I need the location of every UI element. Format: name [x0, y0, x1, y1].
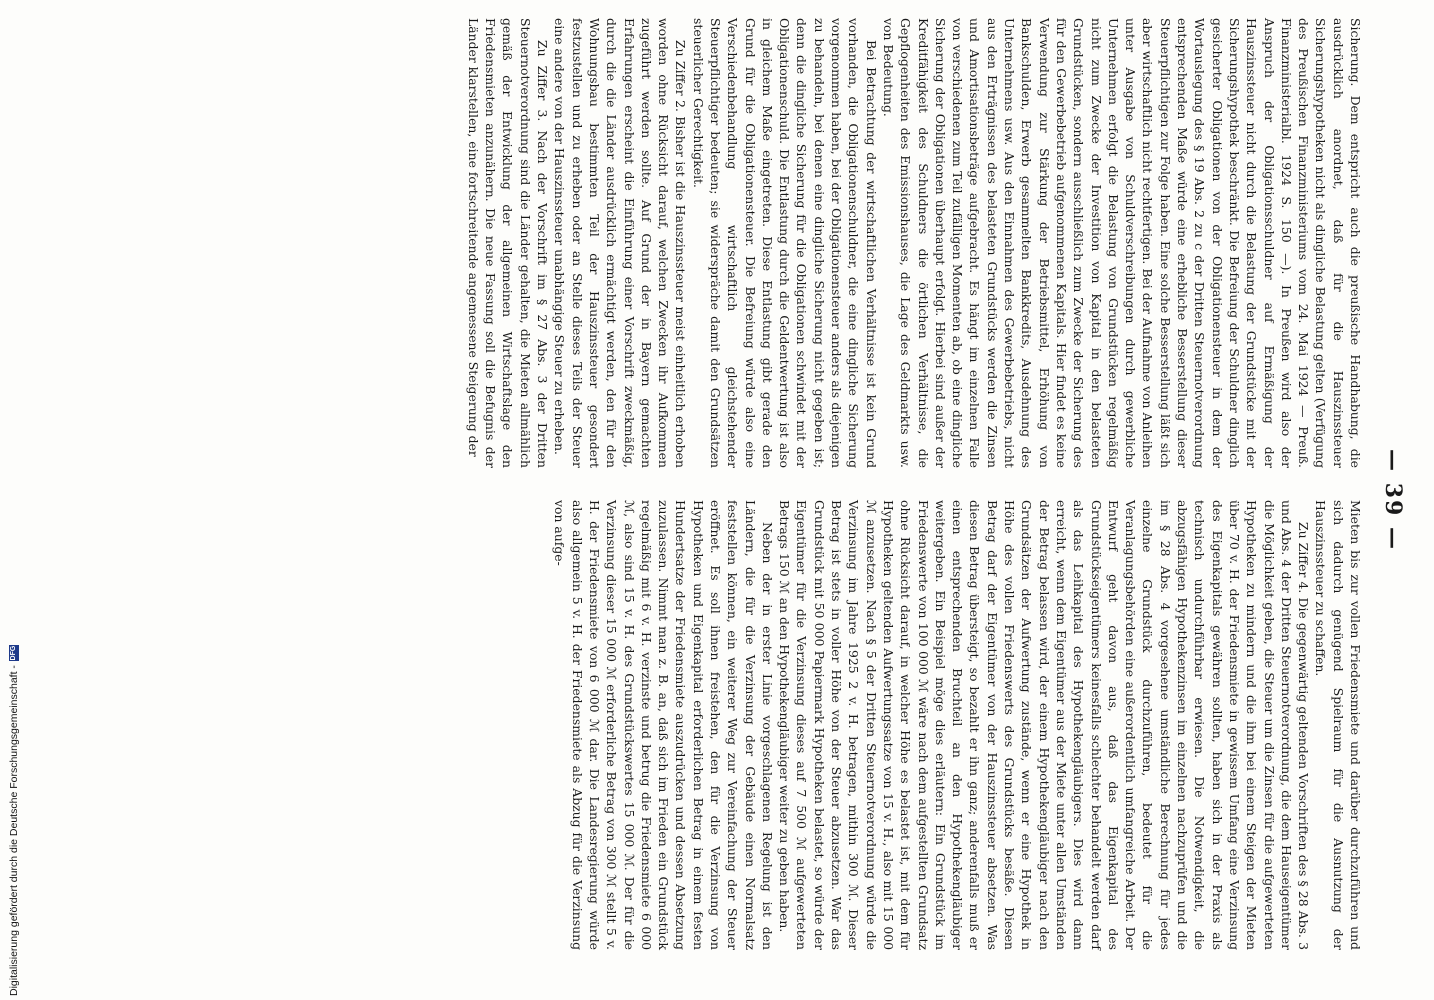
dfg-logo-icon: DFG — [10, 645, 17, 661]
paragraph: Zu Ziffer 4. Die gegenwärtig geltenden Vorschriften des § 28 Abs. 3 und Abs. 4 der Dritten Steuernotverordnung, die dem Hauseigentümer die Möglichkeit geben, die Steuer um die Zinsen für die aufgewerteten Hypotheken zu mindern und die ihm bei einem Steigen der Mieten über 70 v. H. der Friedensmiete in gewissem Umfang eine Verzinsung des Eigenkapitals gewähren sollten, haben sich in der Praxis als technisch undurchführbar erwiesen. Die Notwendigkeit, die abzugsfähigen Hypothekenzinsen im einzelnen nachzuprüfen und die im § 28 Abs. 4 vorgesehene umständliche Berechnung für jedes einzelne Grundstück durchzuführen, bedeutet für die Veranlagungsbehörden eine außerordentlich umfangreiche Arbeit. Der Entwurf geht davon aus, daß das Eigenkapital des Grundstückseigentümers keinesfalls schlechter behandelt werden darf als das Leihkapital des Hypothekengläubigers. Dies wird dann erreicht, wenn dem Eigentümer aus der Miete unter allen Umständen der Betrag belassen wird, der einem Hypothekengläubiger nach den Grundsätzen der Aufwertung zustände, wenn er eine Hypothek in Höhe des vollen Friedenswerts des Grundstücks besäße. Diesen Betrag darf der Eigentümer von der Hauszinssteuer absetzen. Was diesen Betrag übersteigt, so bezahlt er ihn ganz; anderenfalls muß er einen entsprechenden Bruchteil an den Hypothekengläubiger weitergeben. Ein Beispiel möge dies erläutern: Ein Grundstück im Friedenswerte von 100 000 ℳ wäre nach dem aufgestellten Grundsatz ohne Rücksicht darauf, in welcher Höhe es belastet ist, mit dem für Hypotheken geltenden Aufwertungssatze von 15 v. H., also mit 15 000 ℳ anzusetzen. Nach § 5 der Dritten Steuernotverordnung würde die Verzinsung im Jahre 1925 2 v. H. betragen, mithin 300 ℳ. Dieser Betrag ist stets in voller Höhe von der Steuer abzusetzen. War das Grundstück mit 50 000 Papiermark Hypotheken belastet, so würde der Eigentümer für die Verzinsung dieses auf 7 500 ℳ aufgewerteten Betrags 150 ℳ an den Hypothekengläubiger weiter zu geben haben. — [777, 500, 1312, 950]
right-text-column — [551, 500, 1364, 950]
paragraph: Bei Betrachtung der wirtschaftlichen Verhältnisse ist kein Grund vorhanden, die Obligationenschuldner, die eine dingliche Sicherung vorgenommen haben, bei der Obligationensteuer anders als diejenigen zu behandeln, bei denen eine dingliche Sicherung nicht gegeben ist; denn die dingliche Sicherung für die Obligationen schwindet mit der Obligationenschuld. Die Entlastung durch die Geldentwertung ist also in gleichem Maße eingetreten. Diese Entlastung gibt gerade den Grund für die Obligationensteuer. Die Befreiung würde also eine Verschiedenbehandlung wirtschaftlich gleichstehender Steuerpflichtiger bedeuten; sie widerspräche damit den Grundsätzen steuerlicher Gerechtigkeit. — [690, 18, 879, 468]
page-number: — 39 — — [1380, 449, 1406, 551]
credit-text: Digitalisierung gefördert durch die Deutsche Forschungsgemeinschaft - — [8, 665, 20, 996]
paragraph: Sicherung. Dem entspricht auch die preußische Handhabung, die ausdrücklich anordnet, daß für die Hauszinssteuer Sicherungshypotheken nicht als dingliche Belastung gelten (Verfügung des Preußischen Finanzministeriums vom 24. Mai 1924 — Preuß. Finanzministerialbl. 1924 S. 150 —). In Preußen wird also der Anspruch der Obligationsschuldner auf Ermäßigung der Hauszinssteuer nicht durch die Belastung der Grundstücke mit der Sicherungshypothek beschränkt. Die Befreiung der Schuldner dinglich gesicherter Obligationen von der Obligationensteuer in dem der Wortauslegung des § 19 Abs. 2 zu c der Dritten Steuernotverordnung entsprechenden Maße würde eine erhebliche Besserstellung dieser Steuerpflichtigen zur Folge haben. Eine solche Besserstellung läßt sich aber wirtschaftlich nicht rechtfertigen. Bei der Aufnahme von Anleihen unter Ausgabe von Schuldverschreibungen durch gewerbliche Unternehmen erfolgt die Belastung von Grundstücken regelmäßig nicht zum Zwecke der Investition von Kapital in den belasteten Grundstücken, sondern ausschließlich zum Zwecke der Sicherung des für den Gewerbebetrieb aufgenommenen Kapitals. Hier findet es keine Verwendung zur Stärkung der Betriebsmittel, Erhöhung von Bankschulden, Erwerb gesammelten Bankkredits, Ausdehnung des Unternehmens usw. Aus den Einnahmen des Gewerbebetriebs, nicht aus den Erträgnissen des belasteten Grundstücks werden die Zinsen und Amortisationsbeträge aufgebracht. Es hängt im einzelnen Falle von verschiedenen zum Teil zufälligen Momenten ab, ob eine dingliche Sicherung der Obligationen überhaupt erfolgt. Hierbei sind außer der Kreditfähigkeit des Schuldners die örtlichen Verhältnisse, die Gepflogenheiten des Emissionshauses, die Lage des Geldmarkts usw. von Bedeutung. — [880, 18, 1363, 468]
left-text-column — [465, 18, 1364, 468]
digitization-credit — [4, 592, 24, 996]
paragraph: Mieten bis zur vollen Friedensmiete und darüber durchzuführen und sich dadurch genügend Spielraum für die Ausnutzung der Hauszinssteuer zu schaffen. — [1313, 500, 1363, 950]
paragraph: Zu Ziffer 3. Nach der Vorschrift im § 27 Abs. 3 der Dritten Steuernotverordnung sind die Länder gehalten, die Mieten allmählich gemäß der Entwicklung der allgemeinen Wirtschaftslage den Friedensmieten anzunähern. Die neue Fassung soll die Befugnis der Länder klarstellen, eine fortschreitende angemessene Steigerung der — [465, 18, 551, 468]
paragraph: Neben der in erster Linie vorgeschlagenen Regelung ist den Ländern, die für die Verzinsung der Gebäude einen Normalsatz feststellen können, ein weiterer Weg zur Vereinfachung der Steuer eröffnet. Es soll ihnen freistehen, den für die Verzinsung von Hypotheken und Eigenkapital erforderlichen Betrag in einem festen Hundertsatze der Friedensmiete auszudrücken und dessen Absetzung zuzulassen. Nimmt man z. B. an, daß sich im Frieden ein Grundstück regelmäßig mit 6 v. H. verzinste und betrug die Friedensmiete 6 000 ℳ, also sind 15 v. H. des Grundstückswertes 15 000 ℳ. Der für die Verzinsung dieser 15 000 ℳ erforderliche Betrag von 300 ℳ stellt 5 v. H. der Friedensmiete von 6 000 ℳ dar. Die Landesregierung würde also allgemein 5 v. H. der Friedensmiete als Abzug für die Verzinsung von aufge- — [552, 500, 775, 950]
paragraph: Zu Ziffer 2. Bisher ist die Hauszinssteuer meist einheitlich erhoben worden ohne Rücksicht darauf, welchen Zwecken ihr Aufkommen zugeführt werden sollte. Auf Grund der in Bayern gemachten Erfahrungen erscheint die Einführung einer Vorschrift zweckmäßig, durch die die Länder ausdrücklich ermächtigt werden, den für den Wohnungsbau bestimmten Teil der Hauszinssteuer gesondert festzustellen und zu erheben oder an Stelle dieses Teils der Steuer eine andere von der Hauszinssteuer unabhängige Steuer zu erheben. — [552, 18, 689, 468]
